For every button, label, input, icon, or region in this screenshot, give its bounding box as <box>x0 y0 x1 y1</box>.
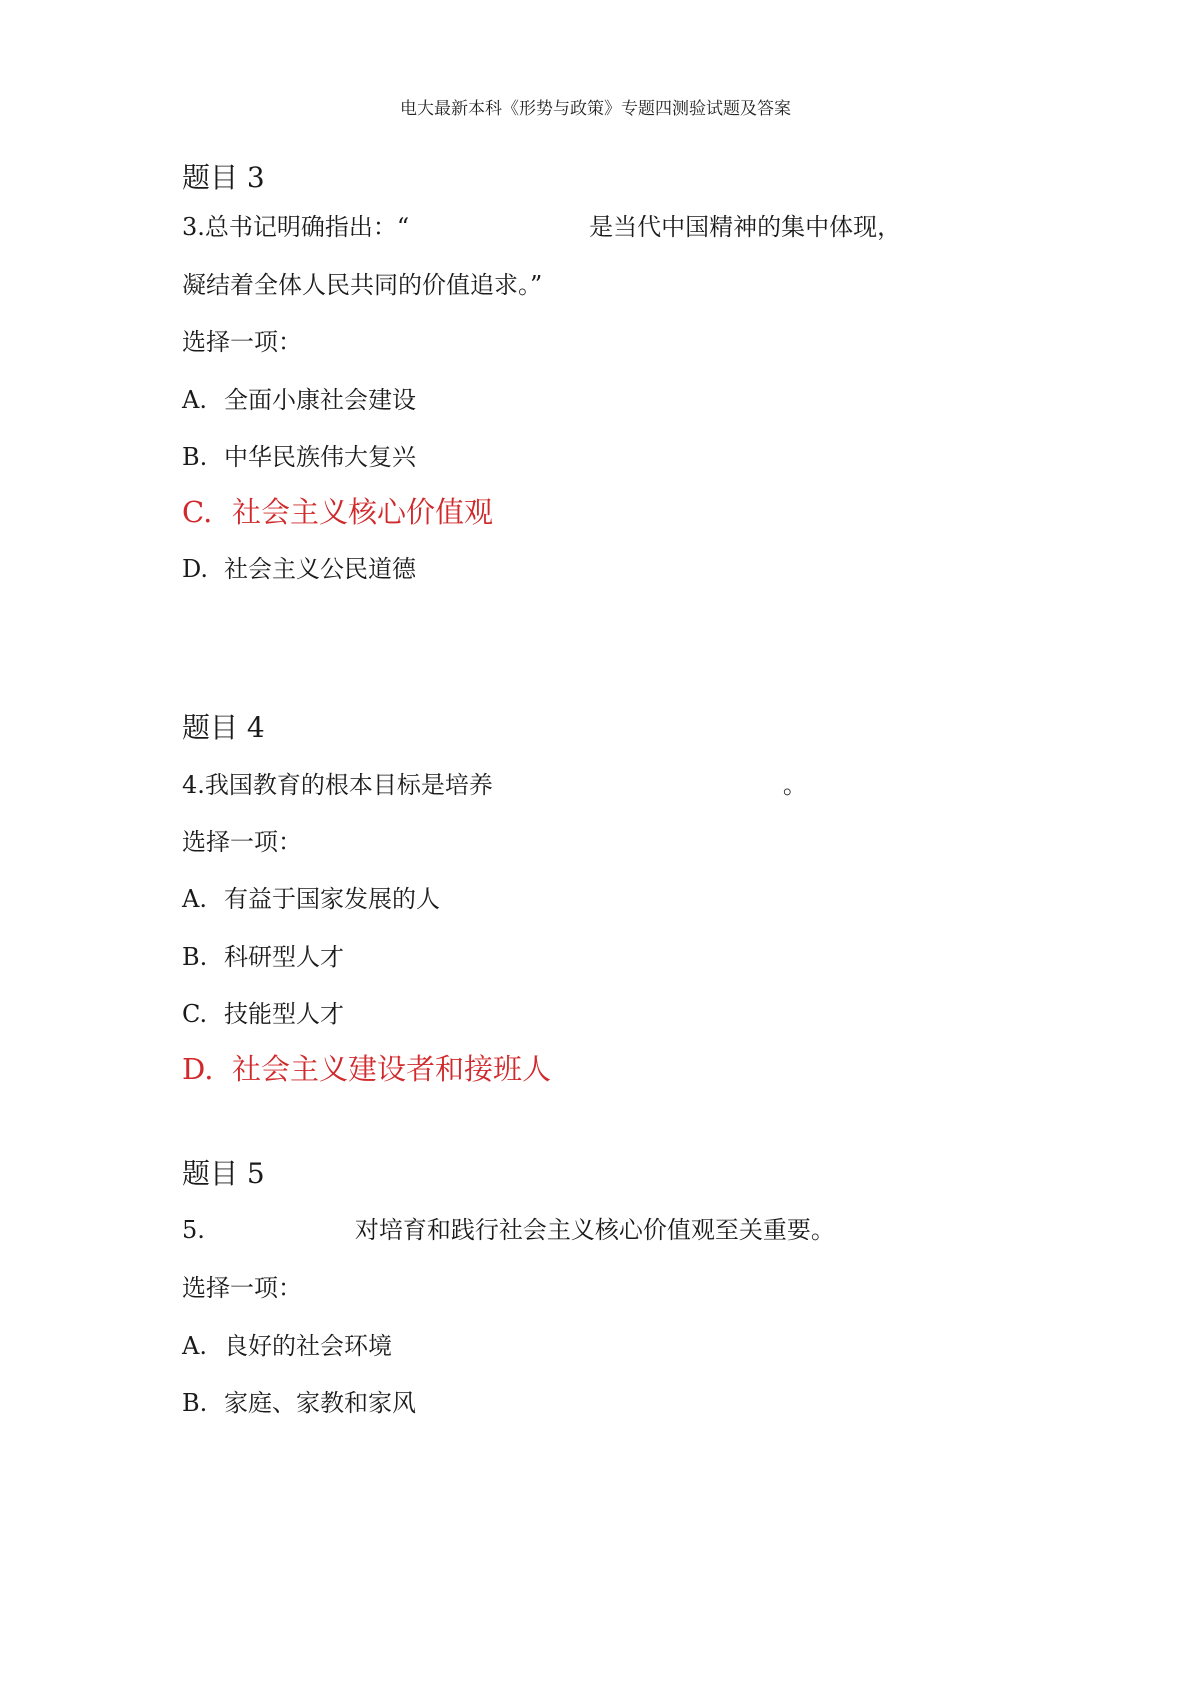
option-text: 社会主义公民道德 <box>224 555 416 583</box>
option-letter: A. <box>182 885 207 913</box>
question-5-option-a[interactable] <box>182 1326 392 1361</box>
option-letter: A. <box>182 1332 207 1360</box>
option-text: 中华民族伟大复兴 <box>224 443 416 471</box>
question-4-prompt: 选择一项： <box>182 828 302 856</box>
question-4-option-b[interactable] <box>182 937 344 972</box>
question-3-text-line2: 凝结着全体人民共同的价值追求。” <box>182 271 543 299</box>
question-4-text-before: 4.我国教育的根本目标是培养 <box>182 771 493 799</box>
question-5-text-before: 5. <box>182 1216 205 1244</box>
question-4-option-c[interactable] <box>182 994 344 1029</box>
option-text: 科研型人才 <box>224 943 344 971</box>
option-letter: C. <box>182 1000 208 1028</box>
question-3-text-after: 是当代中国精神的集中体现， <box>589 213 902 241</box>
option-letter: B. <box>182 943 208 971</box>
question-3-title: 题目 3 <box>182 161 265 194</box>
question-4-title: 题目 4 <box>182 711 265 744</box>
question-3-option-d[interactable] <box>182 549 416 584</box>
document-header: 电大最新本科《形势与政策》专题四测验试题及答案 <box>400 99 791 119</box>
option-text: 全面小康社会建设 <box>224 386 416 414</box>
option-letter: A. <box>182 386 207 414</box>
option-letter: D. <box>182 1052 214 1086</box>
option-letter: B. <box>182 443 208 471</box>
question-4-text-after: 。 <box>782 771 807 799</box>
option-letter: D. <box>182 555 209 583</box>
question-4-text <box>182 765 807 800</box>
option-text: 有益于国家发展的人 <box>224 885 440 913</box>
option-text: 良好的社会环境 <box>224 1332 392 1360</box>
question-5-prompt: 选择一项： <box>182 1274 302 1302</box>
question-3-prompt: 选择一项： <box>182 328 302 356</box>
question-3-option-b[interactable] <box>182 437 416 472</box>
question-5-option-b[interactable] <box>182 1383 416 1418</box>
option-text: 家庭、家教和家风 <box>224 1389 416 1417</box>
question-5-title: 题目 5 <box>182 1157 265 1190</box>
question-4-option-d-correct[interactable] <box>182 1047 551 1088</box>
question-3-option-a[interactable] <box>182 380 416 415</box>
option-text: 技能型人才 <box>224 1000 344 1028</box>
question-5-text-after: 对培育和践行社会主义核心价值观至关重要。 <box>354 1216 835 1244</box>
question-4-option-a[interactable] <box>182 879 440 914</box>
question-5-text <box>182 1210 835 1245</box>
option-letter: B. <box>182 1389 208 1417</box>
question-3-option-c-correct[interactable] <box>182 490 493 531</box>
option-text: 社会主义核心价值观 <box>232 495 494 529</box>
question-3-text-before: 3.总书记明确指出：“ <box>182 213 410 241</box>
question-3-text <box>182 207 901 242</box>
option-letter: C. <box>182 495 213 529</box>
option-text: 社会主义建设者和接班人 <box>232 1052 552 1086</box>
